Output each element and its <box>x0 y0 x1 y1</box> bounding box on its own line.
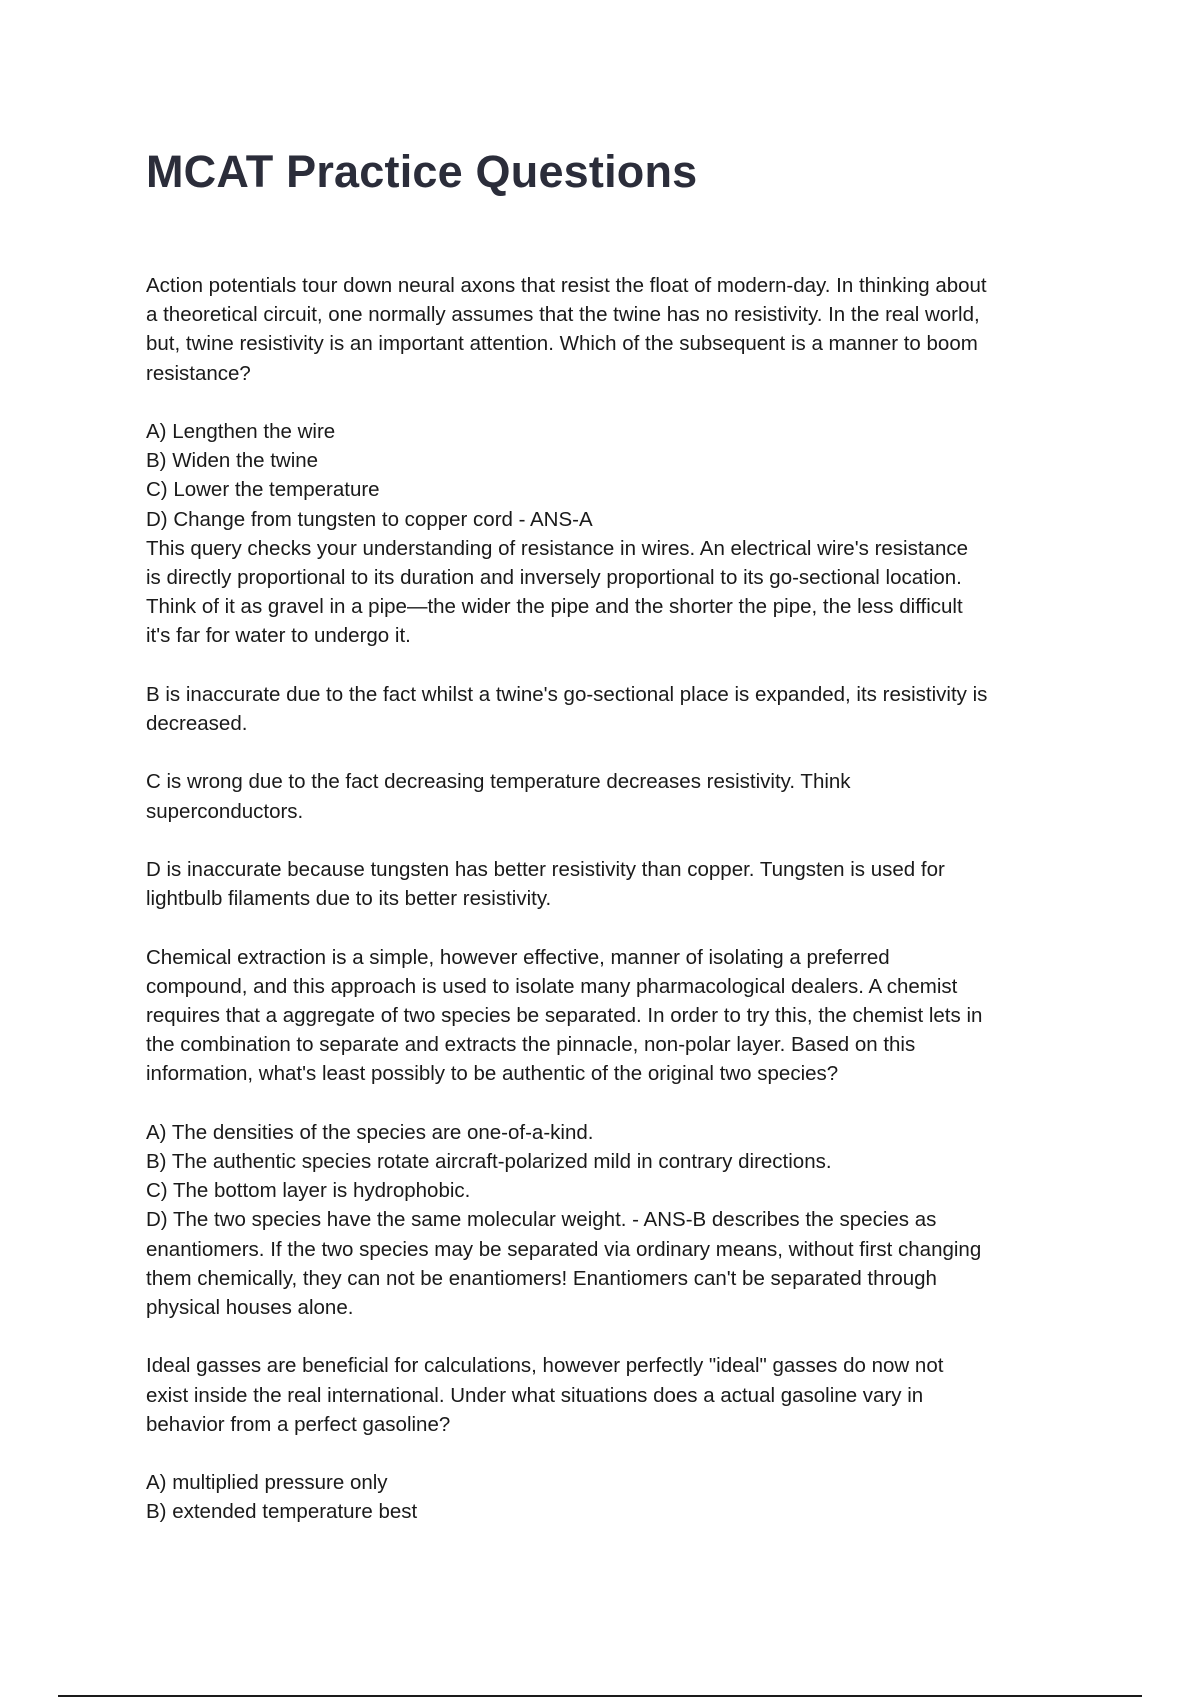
page-title: MCAT Practice Questions <box>146 146 698 197</box>
explanation-d <box>146 855 1066 913</box>
page-bottom-rule <box>58 1695 1142 1697</box>
question-3-options <box>146 1468 1066 1526</box>
text-line: Action potentials tour down neural axons that resist the float of modern-day. In thinking about <box>146 274 987 297</box>
option-a: A) The densities of the species are one-of-a-kind. <box>146 1120 594 1144</box>
text-line: them chemically, they can not be enantiomers! Enantiomers can't be separated through <box>146 1266 937 1290</box>
text-line: D is inaccurate because tungsten has better resistivity than copper. Tungsten is used for <box>146 858 945 881</box>
text-line: lightbulb filaments due to its better resistivity. <box>146 887 552 911</box>
text-line: information, what's least possibly to be authentic of the original two species? <box>146 1062 839 1086</box>
question-2-stem <box>146 943 1066 1089</box>
option-b: B) extended temperature best <box>146 1500 418 1524</box>
text-line: Chemical extraction is a simple, however effective, manner of isolating a preferred <box>146 945 890 969</box>
option-b: B) The authentic species rotate aircraft-polarized mild in contrary directions. <box>146 1150 832 1173</box>
text-line: it's far for water to undergo it. <box>146 624 411 648</box>
option-d-with-answer: D) Change from tungsten to copper cord - ANS-A <box>146 507 593 531</box>
text-line: a theoretical circuit, one normally assumes that the twine has no resistivity. In the real world, <box>146 303 980 327</box>
question-3-stem <box>146 1351 1066 1439</box>
option-c: C) Lower the temperature <box>146 478 380 502</box>
text-line: exist inside the real international. Under what situations does a actual gasoline vary in <box>146 1383 924 1407</box>
text-line: This query checks your understanding of resistance in wires. An electrical wire's resistance <box>146 536 969 560</box>
text-line: compound, and this approach is used to isolate many pharmacological dealers. A chemist <box>146 974 958 998</box>
text-line: resistance? <box>146 361 251 385</box>
option-d-with-answer: D) The two species have the same molecular weight. - ANS-B describes the species as <box>146 1208 937 1232</box>
text-line: physical houses alone. <box>146 1296 354 1320</box>
text-line: C is wrong due to the fact decreasing temperature decreases resistivity. Think <box>146 770 851 794</box>
text-line: decreased. <box>146 712 248 736</box>
text-line: requires that a aggregate of two species be separated. In order to try this, the chemist lets in <box>146 1004 983 1027</box>
option-a: A) multiplied pressure only <box>146 1471 388 1495</box>
text-line: enantiomers. If the two species may be separated via ordinary means, without first changing <box>146 1237 982 1261</box>
text-line: B is inaccurate due to the fact whilst a twine's go-sectional place is expanded, its resistivity is <box>146 682 988 706</box>
text-line: Think of it as gravel in a pipe—the wider the pipe and the shorter the pipe, the less difficult <box>146 595 963 619</box>
text-line: Ideal gasses are beneficial for calculations, however perfectly "ideal" gasses do now not <box>146 1354 944 1378</box>
question-1-stem <box>146 271 1066 388</box>
option-a: A) Lengthen the wire <box>146 420 336 443</box>
question-1-options-and-explanation <box>146 417 1066 651</box>
document-body <box>146 271 1066 1527</box>
question-2-options-and-explanation <box>146 1118 1066 1322</box>
text-line: the combination to separate and extracts the pinnacle, non-polar layer. Based on this <box>146 1033 916 1057</box>
option-b: B) Widen the twine <box>146 449 319 473</box>
explanation-b <box>146 680 1066 738</box>
text-line: behavior from a perfect gasoline? <box>146 1412 451 1436</box>
text-line: superconductors. <box>146 799 304 823</box>
option-c: C) The bottom layer is hydrophobic. <box>146 1179 471 1203</box>
text-line: is directly proportional to its duration and inversely proportional to its go-sectional location. <box>146 566 962 590</box>
explanation-c <box>146 767 1066 825</box>
text-line: but, twine resistivity is an important attention. Which of the subsequent is a manner to boom <box>146 332 978 356</box>
